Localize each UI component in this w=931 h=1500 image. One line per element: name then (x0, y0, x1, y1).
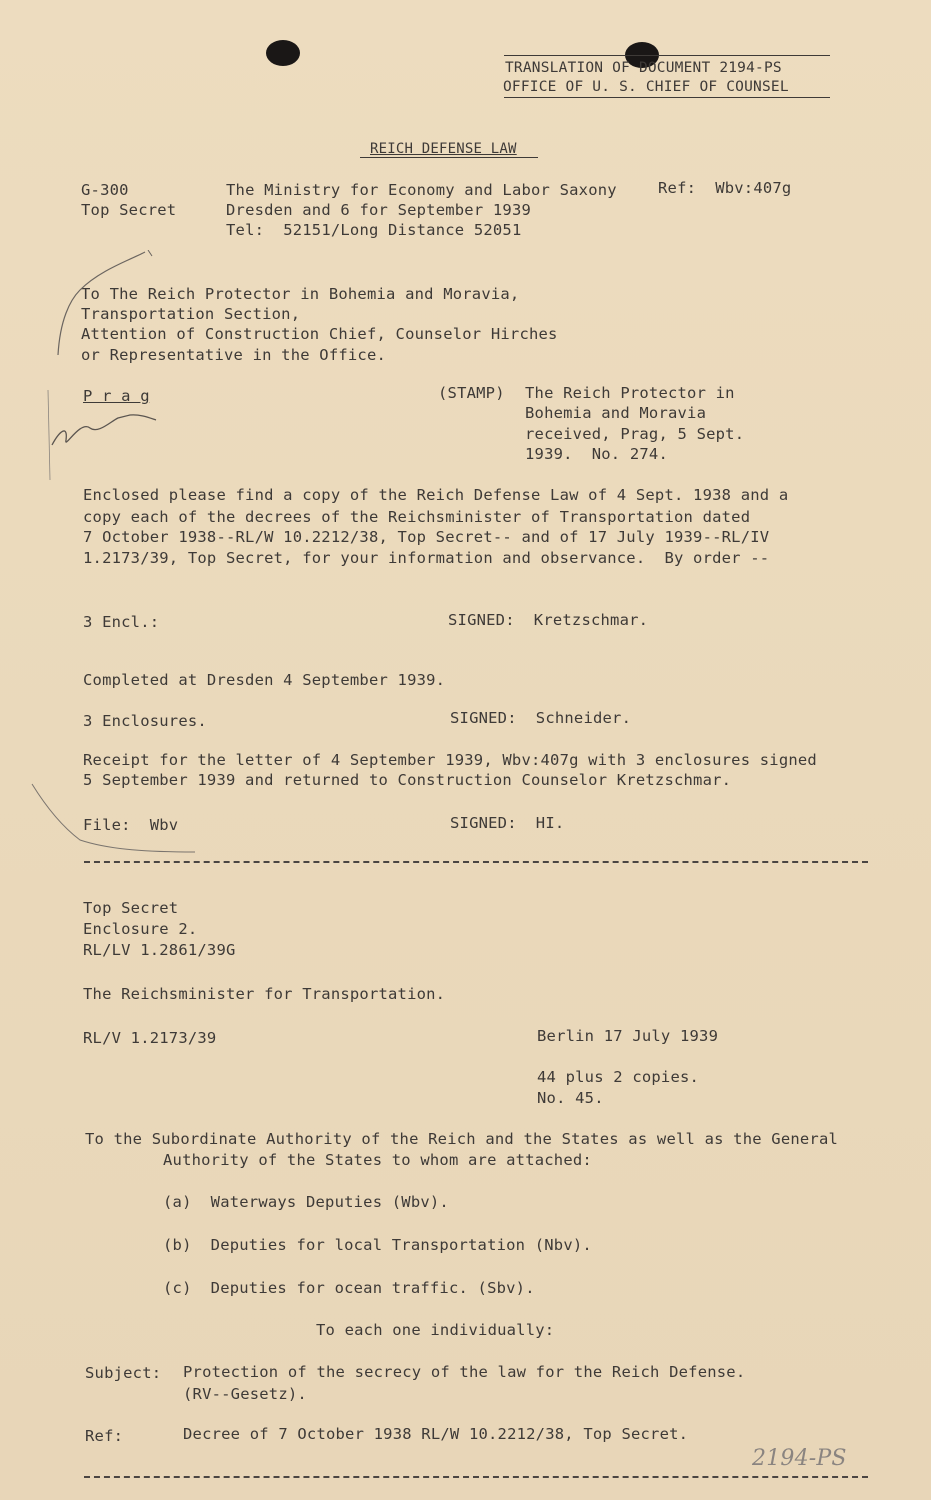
dashed-separator-bottom (84, 1476, 868, 1478)
body-line-4: 1.2173/39, Top Secret, for your information and observance. By order -- (83, 549, 770, 567)
copies-line: 44 plus 2 copies. (537, 1068, 700, 1086)
dashed-separator-top (84, 861, 868, 863)
document-code: G-300 (81, 181, 129, 199)
signed-hi: SIGNED: HI. (450, 814, 565, 832)
completed-line: Completed at Dresden 4 September 1939. (83, 671, 446, 689)
enclosure2-classification: Top Secret (83, 899, 179, 917)
body-line-3: 7 October 1938--RL/W 10.2212/38, Top Secret-- and of 17 July 1939--RL/IV (83, 528, 770, 546)
recipients-line-2: Authority of the States to whom are attached: (163, 1151, 592, 1169)
recipient-item-c: (c) Deputies for ocean traffic. (Sbv). (163, 1279, 535, 1297)
document-title: REICH DEFENSE LAW (370, 141, 517, 157)
body-line-1: Enclosed please find a copy of the Reich Defense Law of 4 Sept. 1938 and a (83, 486, 789, 504)
subject-line-1: Protection of the secrecy of the law for the Reich Defense. (183, 1363, 746, 1381)
telephone: Tel: 52151/Long Distance 52051 (226, 221, 522, 239)
recipient-item-a: (a) Waterways Deputies (Wbv). (163, 1193, 449, 1211)
stamp-line-4: 1939. No. 274. (525, 445, 668, 463)
reichsminister-line: The Reichsminister for Transportation. (83, 985, 446, 1003)
title-rule (360, 157, 538, 158)
header-top-rule (504, 55, 830, 56)
enclosures-count: 3 Enclosures. (83, 712, 207, 730)
stamp-line-1: The Reich Protector in (525, 384, 735, 402)
berlin-date: Berlin 17 July 1939 (537, 1027, 719, 1045)
classification: Top Secret (81, 201, 177, 219)
subject-line-2: (RV--Gesetz). (183, 1385, 307, 1403)
addressee-line-3: Attention of Construction Chief, Counselor Hirches (81, 325, 558, 343)
signed-kretzschmar: SIGNED: Kretzschmar. (448, 611, 649, 629)
file-line: File: Wbv (83, 816, 179, 834)
recipient-item-b: (b) Deputies for local Transportation (Nbv). (163, 1236, 592, 1254)
ministry-name: The Ministry for Economy and Labor Saxony (226, 181, 617, 199)
body-line-2: copy each of the decrees of the Reichsminister of Transportation dated (83, 508, 751, 526)
addressee-line-2: Transportation Section, (81, 305, 301, 323)
enclosure2-ref: RL/V 1.2173/39 (83, 1029, 217, 1047)
enclosure2-number: RL/LV 1.2861/39G (83, 941, 236, 959)
copy-number: No. 45. (537, 1089, 604, 1107)
addressee-line-4: or Representative in the Office. (81, 346, 387, 364)
receipt-line-1: Receipt for the letter of 4 September 1939, Wbv:407g with 3 enclosures signed (83, 751, 817, 769)
individually-line: To each one individually: (316, 1321, 555, 1339)
place-date: Dresden and 6 for September 1939 (226, 201, 532, 219)
office-line: OFFICE OF U. S. CHIEF OF COUNSEL (503, 79, 789, 95)
ref-text: Decree of 7 October 1938 RL/W 10.2212/38, Top Secret. (183, 1425, 689, 1443)
recipients-line-1: To the Subordinate Authority of the Reich and the States as well as the General (85, 1130, 839, 1148)
header-bottom-rule (504, 97, 830, 98)
prag-destination: P r a g (83, 387, 150, 405)
stamp-line-2: Bohemia and Moravia (525, 404, 707, 422)
enclosure-count: 3 Encl.: (83, 613, 160, 631)
footer-handwritten-mark: 2194-PS (752, 1446, 847, 1471)
ref-label: Ref: (85, 1427, 124, 1445)
addressee-line-1: To The Reich Protector in Bohemia and Moravia, (81, 285, 520, 303)
subject-label: Subject: (85, 1364, 162, 1382)
enclosure2-label: Enclosure 2. (83, 920, 198, 938)
receipt-line-2: 5 September 1939 and returned to Construction Counselor Kretzschmar. (83, 771, 732, 789)
reference: Ref: Wbv:407g (658, 179, 792, 197)
signed-schneider: SIGNED: Schneider. (450, 709, 632, 727)
translation-line: TRANSLATION OF DOCUMENT 2194-PS (505, 60, 782, 76)
punch-hole-left (266, 40, 300, 66)
stamp-label: (STAMP) (438, 384, 505, 402)
stamp-line-3: received, Prag, 5 Sept. (525, 425, 745, 443)
handwritten-bracket (40, 250, 160, 480)
